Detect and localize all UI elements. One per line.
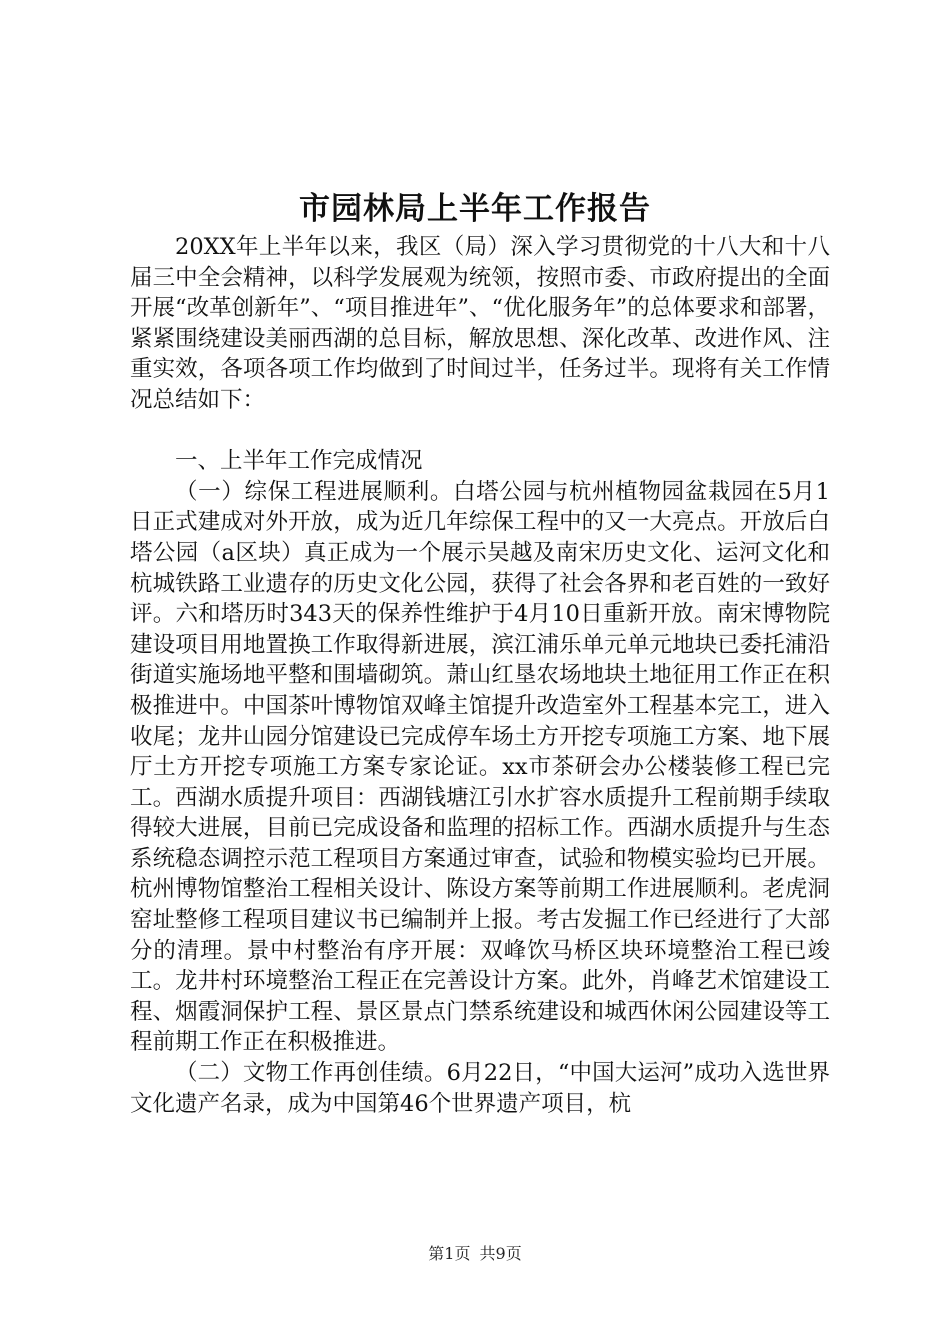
section-heading: 一、上半年工作完成情况: [175, 448, 423, 475]
document-body: [130, 232, 830, 1119]
page-number: 第1页: [428, 1244, 471, 1263]
page-total: 共9页: [479, 1244, 522, 1263]
paragraph-cultural-relics: （二）文物工作再创佳绩。6月22日，“中国大运河”成功入选世界文化遗产名录，成为中国第46个世界遗产项目，杭: [130, 1060, 830, 1117]
intro-paragraph: 20XX年上半年以来，我区（局）深入学习贯彻党的十八大和十八届三中全会精神，以科学发展观为统领，按照市委、市政府提出的全面开展“改革创新年”、“项目推进年”、“优化服务年”的总体要求和部署，紧紧围绕建设美丽西湖的总目标，解放思想、深化改革、改进作风、注重实效，各项各项工作均做到了时间过半，任务过半。现将有关工作情况总结如下：: [130, 234, 830, 413]
paragraph-landscape-projects: （一）综保工程进展顺利。白塔公园与杭州植物园盆栽园在5月1日正式建成对外开放，成为近几年综保工程中的又一大亮点。开放后白塔公园（a区块）真正成为一个展示吴越及南宋历史文化、运河文化和杭城铁路工业遗存的历史文化公园，获得了社会各界和老百姓的一致好评。六和塔历时343天的保养性维护于4月10日重新开放。南宋博物院建设项目用地置换工作取得新进展，滨江浦乐单元单元地块已委托浦沿街道实施场地平整和围墙砌筑。萧山红垦农场地块土地征用工作正在积极推进中。中国茶叶博物馆双峰主馆提升改造室外工程基本完工，进入收尾；龙井山园分馆建设已完成停车场土方开挖专项施工方案、地下展厅土方开挖专项施工方案专家论证。xx市茶研会办公楼装修工程已完工。西湖水质提升项目：西湖钱塘江引水扩容水质提升工程前期手续取得较大进展，目前已完成设备和监理的招标工作。西湖水质提升与生态系统稳态调控示范工程项目方案通过审查，试验和物模实验均已开展。杭州博物馆整治工程相关设计、陈设方案等前期工作进展顺利。老虎洞窑址整修工程项目建议书已编制并上报。考古发掘工作已经进行了大部分的清理。景中村整治有序开展：双峰饮马桥区块环境整治工程已竣工。龙井村环境整治工程正在完善设计方案。此外，肖峰艺术馆建设工程、烟霞洞保护工程、景区景点门禁系统建设和城西休闲公园建设等工程前期工作正在积极推进。: [130, 478, 830, 1056]
page-footer: [0, 1242, 950, 1266]
document-title: 市园林局上半年工作报告: [299, 191, 651, 227]
